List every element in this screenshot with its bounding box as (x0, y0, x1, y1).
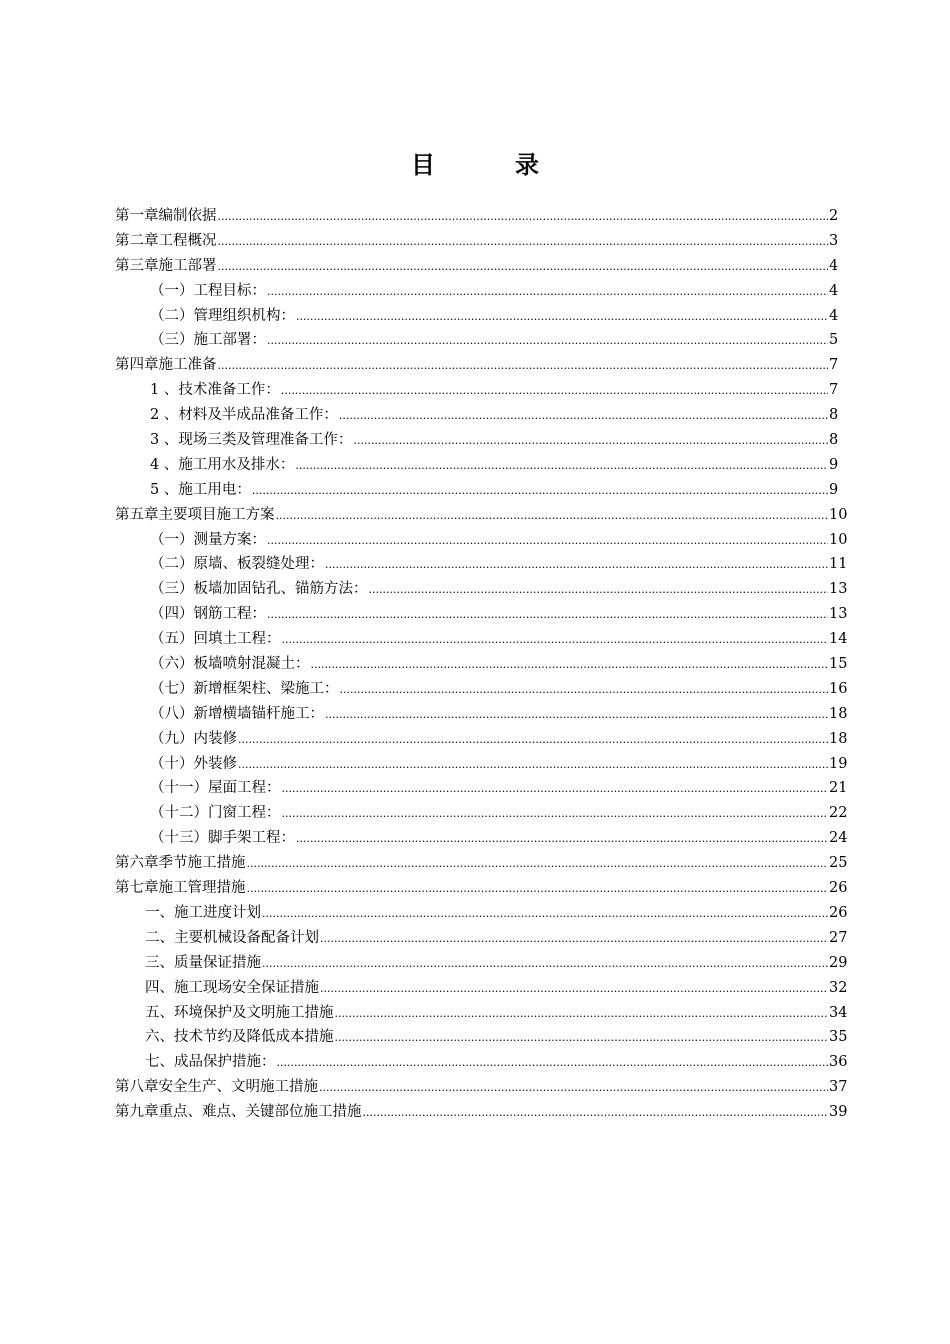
page-number: 21 (829, 780, 848, 797)
table-of-contents (115, 204, 848, 1125)
toc-entry[interactable] (115, 752, 848, 777)
entry-label: 六、技术节约及降低成本措施 (145, 1029, 334, 1046)
leader-dots (218, 354, 829, 379)
entry-label: 重点、难点、关键部位施工措施 (158, 1104, 362, 1121)
leader-dots (262, 952, 828, 977)
leader-dots (282, 628, 829, 653)
page-number: 16 (829, 680, 848, 697)
toc-entry[interactable] (115, 478, 837, 503)
leader-dots (238, 728, 828, 753)
toc-entry[interactable] (115, 279, 837, 304)
chapter-number: 第八章 (115, 1079, 159, 1096)
leader-dots (369, 578, 829, 603)
entry-label: 2 、材料及半成品准备工作： (150, 407, 338, 424)
page-number: 8 (829, 432, 839, 449)
entry-label: 五、环境保护及文明施工措施 (145, 1004, 334, 1021)
page-number: 4 (829, 282, 839, 299)
leader-dots (277, 1051, 829, 1076)
entry-label: （二）原墙、板裂缝处理： (150, 556, 324, 573)
page-number: 19 (829, 755, 848, 772)
leader-dots (218, 230, 829, 255)
leader-dots (319, 1076, 828, 1101)
leader-dots (281, 379, 828, 404)
leader-dots (339, 404, 828, 429)
page-number: 25 (829, 855, 848, 872)
toc-entry[interactable] (115, 951, 848, 976)
leader-dots (320, 927, 828, 952)
page-number: 4 (829, 257, 839, 274)
entry-label: 施工管理措施 (158, 880, 246, 897)
page-number: 26 (829, 904, 848, 921)
page-number: 27 (829, 929, 848, 946)
leader-dots (267, 329, 828, 354)
entry-label: （九）内装修 (150, 730, 237, 747)
leader-dots (296, 827, 828, 852)
toc-entry[interactable] (115, 1050, 848, 1075)
page-number: 2 (829, 208, 839, 224)
leader-dots (295, 454, 828, 479)
toc-entry[interactable] (115, 378, 837, 403)
leader-dots (311, 653, 829, 678)
entry-label: （十）外装修 (150, 755, 237, 772)
toc-entry[interactable] (115, 552, 848, 577)
entry-label: （一）测量方案： (150, 531, 266, 548)
leader-dots (335, 1026, 829, 1051)
toc-entry[interactable] (115, 254, 837, 279)
entry-label: 一、施工进度计划 (145, 904, 261, 921)
entry-label: （八）新增横墙锚杆施工： (150, 705, 324, 722)
chapter-number: 第三章 (115, 257, 159, 274)
toc-entry[interactable] (115, 826, 848, 851)
entry-label: （五）回填土工程： (150, 631, 281, 648)
toc-entry[interactable] (115, 1025, 848, 1050)
leader-dots (262, 902, 828, 927)
leader-dots (267, 529, 828, 554)
chapter-number: 第四章 (115, 357, 159, 374)
toc-entry[interactable] (115, 901, 848, 926)
page-number: 39 (829, 1104, 848, 1121)
toc-entry[interactable] (115, 328, 837, 353)
leader-dots (218, 255, 829, 280)
chapter-number: 第二章 (115, 232, 159, 249)
entry-label: （六）板墙喷射混凝土： (150, 656, 310, 673)
leader-dots (282, 777, 829, 802)
entry-label: 施工准备 (158, 357, 217, 374)
toc-entry[interactable] (115, 926, 848, 951)
toc-entry[interactable] (115, 652, 848, 677)
toc-entry[interactable] (115, 627, 848, 652)
toc-entry[interactable] (115, 528, 848, 553)
leader-dots (320, 977, 828, 1002)
leader-dots (252, 479, 828, 504)
toc-entry[interactable] (115, 428, 837, 453)
chapter-number: 第七章 (115, 880, 159, 897)
page-number: 18 (829, 705, 848, 722)
entry-label: 七、成品保护措施： (145, 1054, 276, 1071)
leader-dots (247, 877, 829, 902)
toc-entry[interactable] (115, 353, 837, 378)
leader-dots (247, 852, 829, 877)
toc-entry[interactable] (115, 229, 837, 254)
page-number: 8 (829, 407, 839, 424)
toc-entry[interactable] (115, 677, 848, 702)
entry-label: 主要项目施工方案 (158, 506, 275, 523)
toc-entry[interactable] (115, 727, 848, 752)
leader-dots (267, 280, 828, 305)
page-number: 11 (829, 556, 848, 573)
leader-dots (296, 305, 828, 330)
page-number: 26 (829, 880, 848, 897)
toc-entry[interactable] (115, 602, 848, 627)
entry-label: （四）钢筋工程： (150, 606, 266, 623)
toc-title: 目 录 (411, 150, 567, 179)
toc-entry[interactable] (115, 801, 848, 826)
page-number: 10 (829, 506, 848, 523)
leader-dots (267, 603, 828, 628)
chapter-number: 第五章 (115, 506, 159, 523)
page-number: 5 (829, 332, 839, 349)
entry-label: （二）管理组织机构： (150, 307, 295, 324)
page-number: 13 (829, 606, 848, 623)
entry-label: 季节施工措施 (158, 855, 246, 872)
entry-label: （三）施工部署： (150, 332, 266, 349)
page-number: 4 (829, 307, 839, 324)
toc-entry[interactable] (115, 503, 848, 528)
entry-label: 1 、技术准备工作： (150, 382, 280, 399)
page-number: 35 (829, 1029, 848, 1046)
toc-entry[interactable] (115, 577, 848, 602)
page-number: 36 (829, 1054, 848, 1071)
page-number: 10 (829, 531, 848, 548)
chapter-number: 第六章 (115, 855, 159, 872)
entry-label: （七）新增框架柱、梁施工： (150, 680, 339, 697)
toc-entry[interactable] (115, 776, 848, 801)
toc-entry[interactable] (115, 876, 848, 901)
leader-dots (325, 553, 828, 578)
page-number: 37 (829, 1079, 848, 1096)
chapter-number: 第一章 (115, 208, 159, 224)
toc-entry[interactable] (115, 403, 837, 428)
entry-label: （十二）门窗工程： (150, 805, 281, 822)
entry-label: 四、施工现场安全保证措施 (145, 979, 319, 996)
entry-label: 施工部署 (158, 257, 217, 274)
page-number: 32 (829, 979, 848, 996)
page-number: 7 (829, 382, 839, 399)
page-number: 7 (829, 357, 839, 374)
toc-entry[interactable] (115, 1075, 848, 1100)
toc-entry[interactable] (115, 1001, 848, 1026)
toc-entry[interactable] (115, 304, 837, 329)
toc-entry[interactable] (115, 976, 848, 1001)
entry-label: 4 、施工用水及排水： (150, 456, 295, 473)
leader-dots (276, 504, 829, 529)
page-number: 29 (829, 954, 848, 971)
leader-dots (353, 429, 828, 454)
chapter-number: 第九章 (115, 1104, 159, 1121)
entry-label: 工程概况 (158, 232, 217, 249)
leader-dots (238, 753, 828, 778)
toc-entry[interactable] (115, 1100, 848, 1125)
page-number: 9 (829, 456, 839, 473)
leader-dots (340, 678, 829, 703)
entry-label: 5 、施工用电： (150, 481, 251, 498)
page-number: 3 (829, 232, 839, 249)
page-number: 34 (829, 1004, 848, 1021)
entry-label: 安全生产、文明施工措施 (158, 1079, 318, 1096)
entry-label: （十三）脚手架工程： (150, 830, 295, 847)
entry-label: 三、质量保证措施 (145, 954, 261, 971)
entry-label: （三）板墙加固钻孔、锚筋方法： (150, 581, 368, 598)
page-number: 15 (829, 656, 848, 673)
page-number: 18 (829, 730, 848, 747)
page-number: 14 (829, 631, 848, 648)
entry-label: 3 、现场三类及管理准备工作： (150, 432, 353, 449)
leader-dots (325, 703, 828, 728)
page-number: 22 (829, 805, 848, 822)
page-number: 24 (829, 830, 848, 847)
entry-label: 二、主要机械设备配备计划 (145, 929, 319, 946)
entry-label: 编制依据 (158, 208, 217, 224)
leader-dots (363, 1101, 829, 1126)
leader-dots (335, 1002, 829, 1027)
page-number: 9 (829, 481, 839, 498)
toc-entry[interactable] (115, 204, 837, 229)
toc-entry[interactable] (115, 453, 837, 478)
leader-dots (282, 802, 829, 827)
entry-label: （一）工程目标： (150, 282, 266, 299)
toc-entry[interactable] (115, 702, 848, 727)
leader-dots (218, 205, 829, 230)
toc-entry[interactable] (115, 851, 848, 876)
entry-label: （十一）屋面工程： (150, 780, 281, 797)
page-number: 13 (829, 581, 848, 598)
